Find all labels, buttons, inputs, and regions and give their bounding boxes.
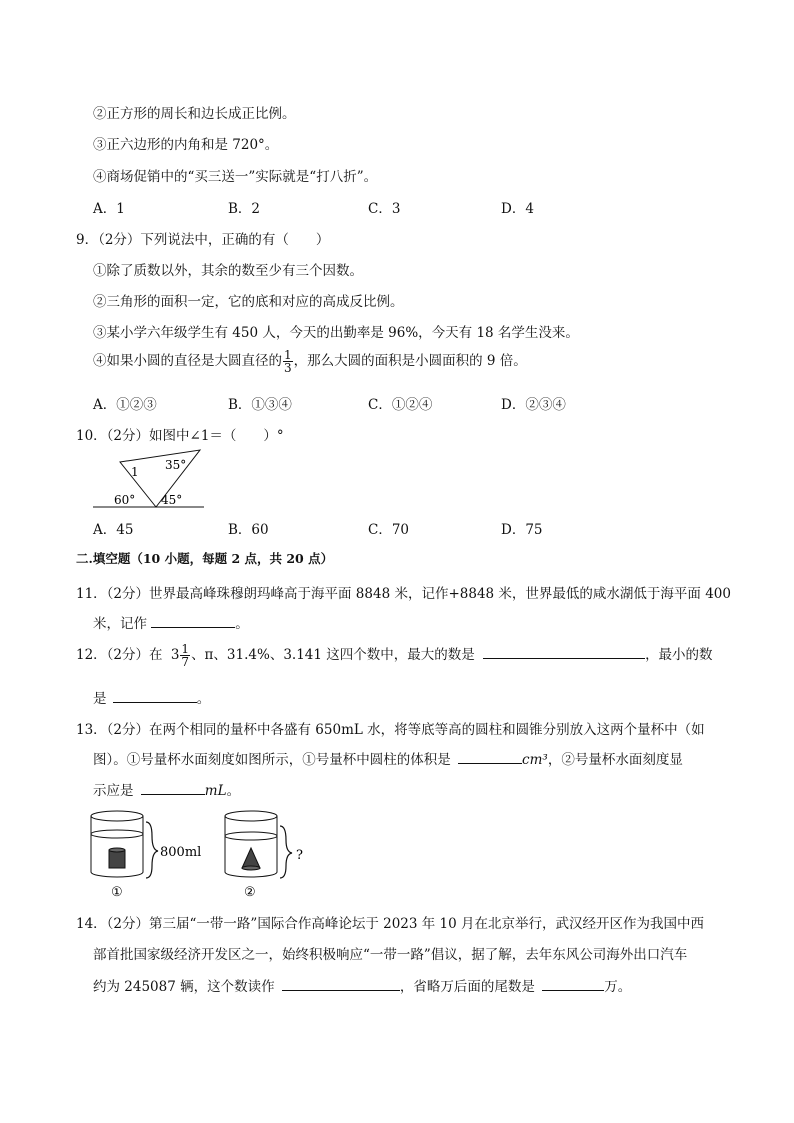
q12-mixed-whole: 3 [170, 647, 180, 663]
q10-triangle-figure [90, 446, 210, 510]
q11-line-1: 11．（2分）世界最高峰珠穆朗玛峰高于海平面 8848 米，记作+8848 米，世界最低的咸水湖低于海平面 400 [76, 586, 731, 602]
q8-option-a[interactable]: A．1 [93, 201, 125, 217]
q14-reading-blank[interactable] [282, 976, 400, 991]
q9-option-c[interactable]: C．①②④ [368, 397, 433, 413]
q11-l2-post: 。 [235, 616, 249, 632]
q9-option-d[interactable]: D．②③④ [501, 397, 566, 413]
q12-post: ，最小的数 [645, 647, 713, 663]
q9-statement-3: ③某小学六年级学生有 450 人，今天的出勤率是 96%，今天有 18 名学生没来。 [93, 325, 579, 341]
q13-unit-cm3: cm³ [522, 752, 548, 768]
q13-line-2 [93, 748, 683, 768]
q13-unit-ml: mL [204, 783, 227, 799]
q8-option-b[interactable]: B．2 [228, 201, 261, 217]
q12-line-2 [93, 687, 210, 707]
q12-fraction-numerator: 1 [181, 642, 190, 656]
q14-line-1: 14．（2分）第三届“一带一路”国际合作高峰论坛于 2023 年 10 月在北京举行，武汉经开区作为我国中西 [76, 916, 705, 932]
q8-option-d[interactable]: D．4 [501, 201, 534, 217]
q13-l3-post: 。 [226, 783, 241, 799]
q12-min-blank[interactable] [113, 688, 197, 703]
q13-cup2-reading-blank[interactable] [141, 780, 205, 795]
q11-l2-pre: 米，记作 [93, 616, 147, 632]
q13-l3-pre: 示应是 [93, 783, 134, 799]
q10-angle-45-label: 45° [161, 493, 183, 507]
q13-l2-post: ，②号量杯水面刻度显 [547, 752, 683, 768]
q10-angle-1-label: 1 [131, 465, 139, 479]
q13-cup-1-label: ① [111, 885, 123, 900]
q11-line-2 [93, 612, 249, 632]
q8-option-c[interactable]: C．3 [368, 201, 401, 217]
q13-cups-figure [88, 806, 328, 902]
q8-statement-2: ②正方形的周长和边长成正比例。 [93, 106, 296, 122]
q13-cup-2 [225, 811, 277, 877]
q13-cup-2-label: ② [244, 885, 256, 900]
q10-angle-60-label: 60° [114, 493, 136, 507]
q10-option-b[interactable]: B．60 [228, 522, 269, 538]
q13-l2-pre: 图）。①号量杯水面刻度如图所示，①号量杯中圆柱的体积是 [93, 752, 451, 768]
q9-stem: 9．（2分）下列说法中，正确的有（ ） [76, 232, 330, 248]
q13-brace-1 [146, 822, 158, 878]
section-2-heading: 二.填空题（10 小题，每题 2 点，共 20 点） [76, 551, 334, 566]
q13-line-3 [93, 779, 240, 799]
q10-option-c[interactable]: C．70 [368, 522, 410, 538]
q12-l2-post: 。 [196, 691, 211, 707]
q14-line-3 [93, 975, 631, 995]
q8-statement-3: ③正六边形的内角和是 720°。 [93, 137, 279, 153]
q13-brace-2 [280, 826, 292, 878]
q13-cup-2-reading: ? [296, 848, 303, 863]
q13-cylinder-volume-blank[interactable] [458, 749, 522, 764]
q12-l2-pre: 是 [93, 691, 107, 707]
q9-statement-2: ②三角形的面积一定，它的底和对应的高成反比例。 [93, 294, 404, 310]
q9-option-a[interactable]: A．①②③ [93, 397, 157, 413]
q12-pre: 12．（2分）在 [76, 647, 163, 663]
q12-line-1 [76, 643, 713, 668]
q9-s4-pre: ④如果小圆的直径是大圆直径的 [93, 353, 282, 369]
q9-statement-4 [93, 349, 527, 374]
q14-l3-mid: ，省略万后面的尾数是 [399, 979, 535, 995]
q12-max-blank[interactable] [483, 644, 645, 659]
q14-line-2: 部首批国家级经济开发区之一，始终积极响应“一带一路”倡议，据了解，去年东风公司海外出口汽车 [93, 947, 688, 963]
q12-mid: 、π、31.4%、3.141 这四个数中，最大的数是 [191, 647, 475, 663]
q12-fraction [180, 643, 190, 668]
q9-statement-1: ①除了质数以外，其余的数至少有三个因数。 [93, 263, 363, 279]
q13-cup-1 [91, 811, 143, 877]
q13-cylinder-shape [109, 850, 125, 868]
q11-answer-blank[interactable] [151, 613, 235, 628]
q14-l3-pre: 约为 245087 辆，这个数读作 [93, 979, 275, 995]
q14-rounded-blank[interactable] [542, 976, 604, 991]
q10-stem: 10．（2分）如图中∠1＝（ ）° [76, 428, 284, 444]
q8-statement-4: ④商场促销中的“买三送一”实际就是“打八折”。 [93, 169, 378, 185]
q10-angle-35-label: 35° [165, 458, 187, 472]
q9-fraction-numerator: 1 [284, 348, 292, 362]
q10-option-a[interactable]: A．45 [93, 522, 134, 538]
q9-fraction-denominator: 3 [284, 361, 292, 375]
q14-l3-post: 万。 [604, 979, 632, 995]
q9-s4-post: ，那么大圆的面积是小圆面积的 9 倍。 [293, 353, 527, 369]
q10-option-d[interactable]: D．75 [501, 522, 543, 538]
q12-fraction-denominator: 7 [181, 655, 190, 669]
q9-option-b[interactable]: B．①③④ [228, 397, 292, 413]
q13-cup-1-reading: 800ml [160, 845, 202, 860]
q13-cone-shape [242, 848, 260, 868]
q13-line-1: 13．（2分）在两个相同的量杯中各盛有 650mL 水，将等底等高的圆柱和圆锥分别放入这两个量杯中（如 [76, 722, 705, 738]
q9-fraction [283, 349, 293, 374]
